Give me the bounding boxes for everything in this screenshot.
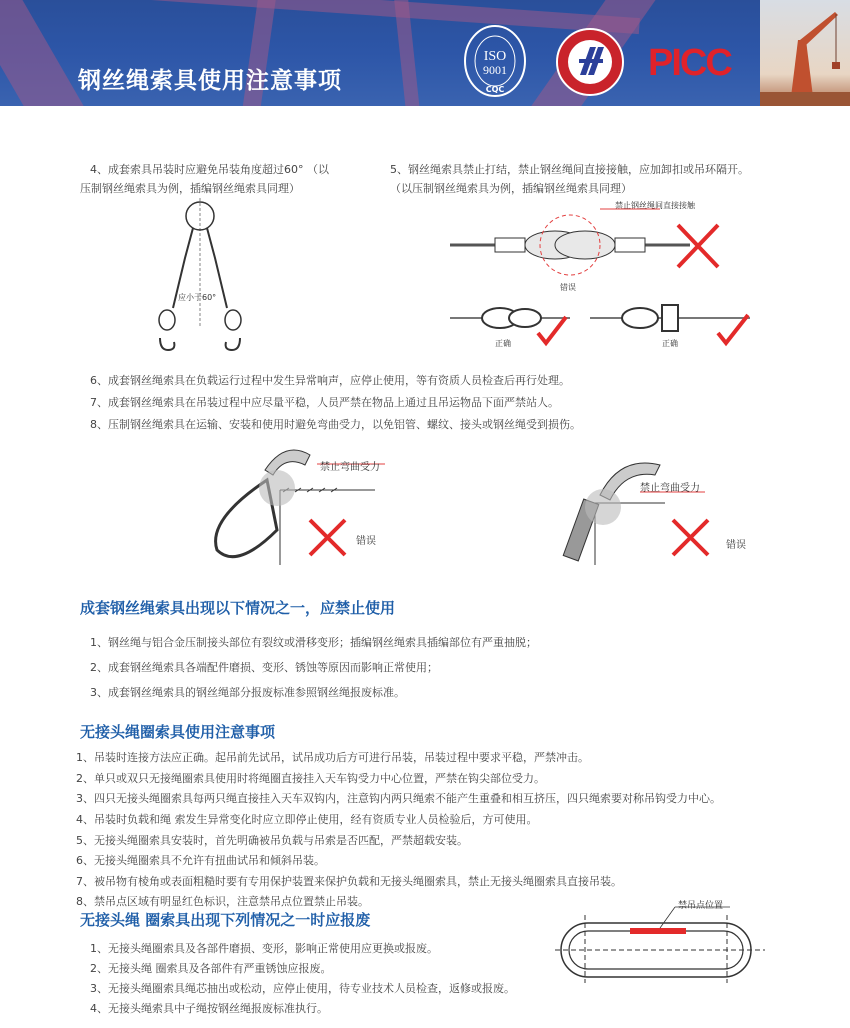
loop-item-8: 8、禁吊点区域有明显红色标识，注意禁吊点位置禁止吊装。 [76, 895, 369, 908]
scrap-item-1: 1、无接头绳圈索具及各部件磨损、变形，影响正常使用应更换或报废。 [90, 942, 438, 955]
loop-item-7: 7、被吊物有棱角或表面粗糙时要有专用保护装置来保护负载和无接头绳圈索具，禁止无接头绳圈索具直接吊装。 [76, 875, 622, 888]
item-8: 8、压制钢丝绳索具在运输、安装和使用时避免弯曲受力，以免铝管、螺纹、接头或钢丝绳受到损伤。 [90, 418, 581, 431]
loop-item-4: 4、吊装时负载和绳 索发生异常变化时应立即停止使用，经有资质专业人员检验后，方可使用。 [76, 813, 538, 826]
prohibit-heading: 成套钢丝绳索具出现以下情况之一，应禁止使用 [80, 599, 396, 617]
angle-label: 应小于60° [178, 293, 217, 302]
picc-logo: PICC [648, 42, 731, 84]
contact-callout: 禁止钢丝绳间直接接触 [615, 201, 695, 210]
svg-text:ISO: ISO [483, 49, 507, 64]
prohibit-item-3: 3、成套钢丝绳索具的钢丝绳部分报废标准参照钢丝绳报废标准。 [90, 686, 405, 699]
loop-item-5: 5、无接头绳圈索具安装时，首先明确被吊负载与吊索是否匹配，严禁超载安装。 [76, 834, 468, 847]
scrap-item-3: 3、无接头绳圈索具绳芯抽出或松动，应停止使用，待专业技术人员检查，返修或报废。 [90, 982, 515, 995]
scrap-item-4: 4、无接头绳索具中子绳按钢丝绳报废标准执行。 [90, 1002, 328, 1015]
scrap-item-2: 2、无接头绳 圈索具及各部件有严重锈蚀应报废。 [90, 962, 332, 975]
loop-item-2: 2、单只或双只无接绳圈索具使用时将绳圈直接挂入天车钩受力中心位置，严禁在钩尖部位受力。 [76, 772, 545, 785]
loop-item-6: 6、无接头绳圈索具不允许有扭曲试吊和倾斜吊装。 [76, 854, 325, 867]
iso-logo [460, 22, 530, 100]
prohibit-item-2: 2、成套钢丝绳索具各端配件磨损、变形、锈蚀等原因而影响正常使用； [90, 661, 438, 674]
forbidden-point-mark [630, 928, 686, 934]
forbidden-point-label: 禁吊点位置 [678, 901, 724, 911]
svg-text:9001: 9001 [483, 63, 507, 77]
bend-callout-2: 禁止弯曲受力 [640, 483, 700, 494]
loop-heading: 无接头绳圈索具使用注意事项 [80, 723, 276, 741]
crane-photo [760, 0, 850, 106]
bend-diagram-2 [555, 455, 755, 575]
bend-callout-1: 禁止弯曲受力 [320, 462, 380, 473]
china-top-brand-logo [555, 25, 625, 99]
item-4-line-2: 压制钢丝绳索具为例，插编钢丝绳索具同理） [80, 182, 300, 195]
prohibit-item-1: 1、钢丝绳与铝合金压制接头部位有裂纹或滑移变形；插编钢丝绳索具插编部位有严重抽脱； [90, 636, 537, 649]
loop-item-3: 3、四只无接头绳圈索具每两只绳直接挂入天车双钩内，注意钩内两只绳索不能产生重叠和相互挤压，四只绳索要对称吊钩受力中心。 [76, 792, 721, 805]
bend-status-2: 错误 [726, 540, 746, 551]
bend-status-1: 错误 [356, 536, 376, 547]
correct-label-1: 正确 [495, 339, 511, 348]
knot-wrong-label: 错误 [560, 283, 576, 292]
item-4-line-1: 4、成套索具吊装时应避免吊装角度超过60° （以 [90, 163, 329, 176]
page-title: 钢丝绳索具使用注意事项 [78, 68, 342, 94]
item-5-line-2: （以压制钢丝绳索具为例，插编钢丝绳索具同理） [390, 182, 632, 195]
header-banner [0, 0, 760, 106]
sling-angle-diagram [145, 198, 265, 358]
item-7: 7、成套钢丝绳索具在吊装过程中应尽量平稳，人员严禁在物品上通过且吊运物品下面严禁站人。 [90, 396, 559, 409]
correct-label-2: 正确 [662, 339, 678, 348]
loop-item-1: 1、吊装时连接方法应正确。起吊前先试吊，试吊成功后方可进行吊装，吊装过程中要求平稳，严禁冲击。 [76, 751, 589, 764]
item-6: 6、成套钢丝绳索具在负载运行过程中发生异常响声，应停止使用，等有资质人员检查后再行处理。 [90, 374, 570, 387]
endless-loop-diagram [555, 905, 765, 985]
knot-diagram [450, 205, 750, 355]
svg-text:CQC: CQC [485, 85, 505, 94]
item-5-line-1: 5、钢丝绳索具禁止打结，禁止钢丝绳间直接接触，应加卸扣或吊环隔开。 [390, 163, 749, 176]
scrap-heading: 无接头绳 圈索具出现下列情况之一时应报废 [80, 911, 371, 929]
